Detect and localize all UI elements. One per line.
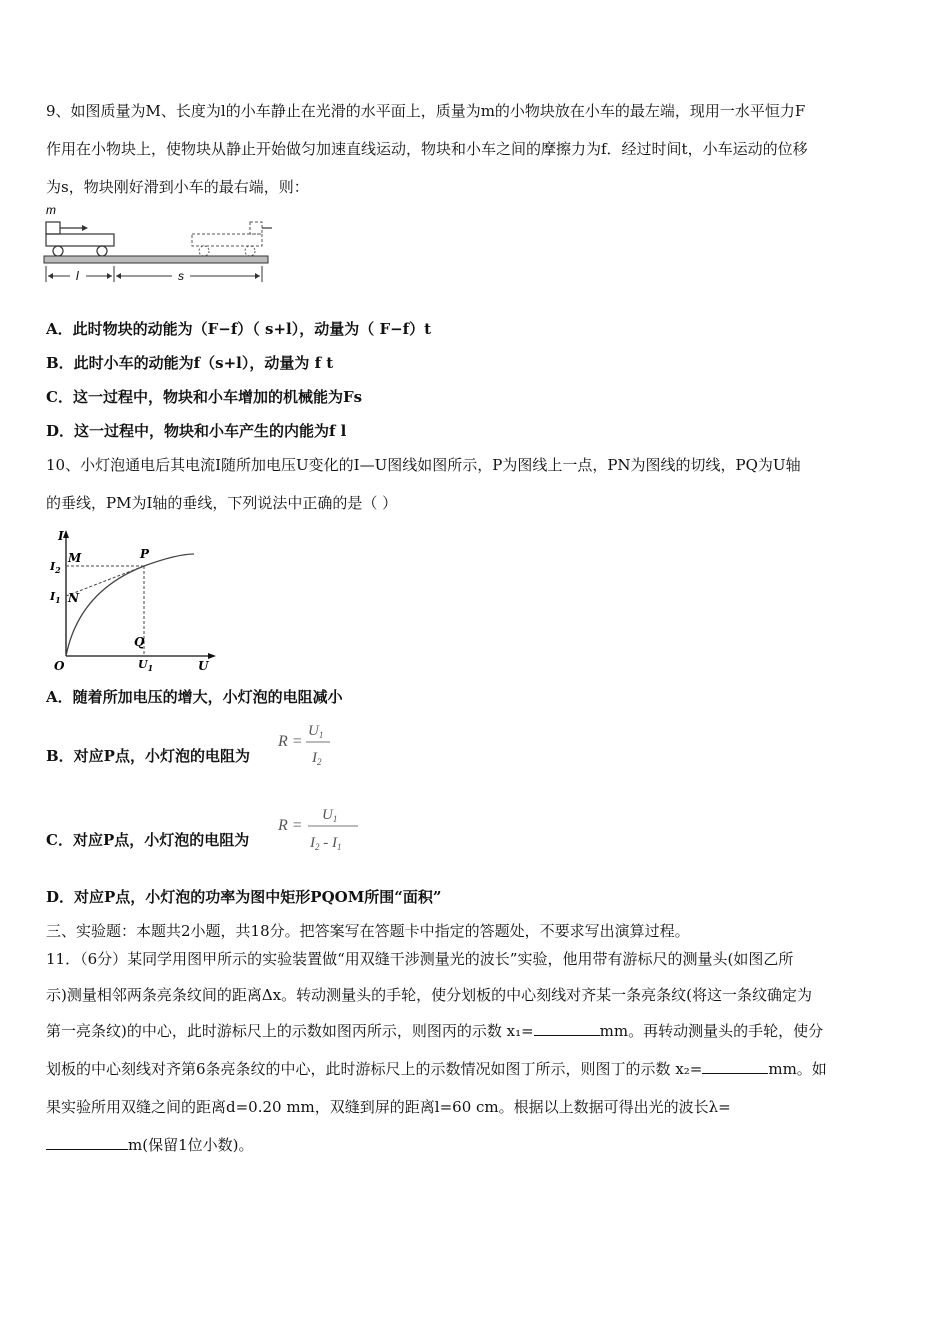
q9-line-2: 作用在小物块上，使物块从静止开始做匀加速直线运动，物块和小车之间的摩擦力为f．经过时间t，小车运动的位移 — [46, 140, 808, 158]
q11-line-3-b: mm。再转动测量头的手轮，使分 — [599, 1022, 824, 1040]
q9-option-c: C．这一过程中，物块和小车增加的机械能为Fs — [46, 388, 363, 406]
q10-option-d: D．对应P点，小灯泡的功率为图中矩形PQOM所围“面积” — [46, 888, 442, 906]
block-initial — [46, 222, 60, 234]
q11-line-4-a: 划板的中心刻线对齐第6条亮条纹的中心，此时游标尺上的示数情况如图丁所示，则图丁的示数 x₂= — [46, 1060, 703, 1078]
q11-line-2: 示)测量相邻两条亮条纹间的距离Δx。转动测量头的手轮，使分划板的中心刻线对齐某一条亮条纹(将这一条纹确定为 — [46, 986, 813, 1004]
formula-b-num: $U_1$ — [308, 723, 324, 740]
q9-option-d: D．这一过程中，物块和小车产生的内能为f l — [46, 422, 347, 440]
u-axis-arrowhead — [208, 653, 216, 659]
u1-label: $U_1$ — [138, 658, 154, 673]
q11-line-5: 果实验所用双缝之间的距离d=0.20 mm，双缝到屏的距离l=60 cm。根据以上数据可得出光的波长λ= — [46, 1098, 731, 1116]
u-axis-label: U — [198, 659, 209, 673]
q11-line-6 — [46, 1134, 906, 1156]
formula-b-den: $I_2$ — [312, 750, 322, 767]
mass-label: m — [46, 203, 56, 217]
q10-option-c-formula — [276, 800, 366, 856]
q11-line-1: 11．（6分）某同学用图甲所示的实验装置做“用双缝干涉测量光的波长”实验，他用带有游标尺的测量头(如图乙所 — [46, 950, 794, 968]
q9-line-1: 9、如图质量为M、长度为l的小车静止在光滑的水平面上，质量为m的小物块放在小车的最左端，现用一水平恒力F — [46, 102, 806, 120]
force-arrowhead-initial — [82, 225, 88, 231]
q10-option-b-formula — [276, 718, 336, 770]
point-p-label: P — [140, 547, 150, 561]
cart-initial — [46, 234, 114, 246]
formula-b-lhs: R = — [278, 733, 303, 750]
wheel-icon — [245, 246, 255, 256]
q9-cart-figure — [40, 200, 272, 290]
formula-c-lhs: R = — [278, 817, 303, 834]
block-final — [250, 222, 262, 234]
point-m-label: M — [68, 551, 82, 565]
cart-final — [192, 234, 262, 246]
length-l-label: l — [76, 269, 79, 283]
wheel-icon — [199, 246, 209, 256]
i-axis-arrowhead — [63, 530, 69, 538]
q10-line-2: 的垂线，PM为I轴的垂线，下列说法中正确的是（ ） — [46, 494, 398, 512]
formula-c-den: $I_2 - I_1$ — [310, 835, 342, 852]
i2-label: $I_2$ — [50, 560, 61, 575]
q11-line-6-text: m(保留1位小数)。 — [128, 1136, 254, 1154]
q10-option-c-text: C．对应P点，小灯泡的电阻为 — [46, 831, 250, 849]
q11-line-4 — [46, 1058, 906, 1080]
q10-option-c — [46, 829, 906, 851]
answer-blank-wavelength[interactable] — [46, 1135, 128, 1150]
i1-label: $I_1$ — [50, 590, 61, 605]
answer-blank-x2[interactable] — [702, 1059, 768, 1074]
q10-iu-graph — [46, 528, 226, 674]
q10-option-b — [46, 745, 906, 767]
point-n-label: N — [68, 591, 79, 605]
q9-option-a: A．此时物块的动能为（F−f）（ s+l），动量为（ F−f）t — [46, 320, 432, 338]
formula-c-num: $U_1$ — [322, 807, 338, 824]
q11-line-3-a: 第一亮条纹)的中心，此时游标尺上的示数如图丙所示，则图丙的示数 x₁= — [46, 1022, 534, 1040]
q10-option-a: A．随着所加电压的增大，小灯泡的电阻减小 — [46, 688, 343, 706]
answer-blank-x1[interactable] — [534, 1021, 600, 1036]
displacement-s-label: s — [178, 269, 184, 283]
q9-line-3: 为s，物块刚好滑到小车的最右端，则： — [46, 178, 309, 196]
iu-curve — [66, 554, 194, 656]
wheel-icon — [53, 246, 63, 256]
q9-option-b: B．此时小车的动能为f（s+l），动量为 f t — [46, 354, 334, 372]
i-axis-label: I — [58, 529, 64, 543]
origin-label: O — [54, 659, 65, 673]
ground — [44, 256, 268, 263]
q10-option-b-text: B．对应P点，小灯泡的电阻为 — [46, 747, 250, 765]
q10-line-1: 10、小灯泡通电后其电流I随所加电压U变化的I—U图线如图所示，P为图线上一点，PN为图线的切线，PQ为U轴 — [46, 456, 801, 474]
q11-line-4-b: mm。如 — [768, 1060, 827, 1078]
point-q-label: Q — [134, 635, 145, 649]
q11-line-3 — [46, 1020, 906, 1042]
section-3-heading: 三、实验题：本题共2小题，共18分。把答案写在答题卡中指定的答题处，不要求写出演算过程。 — [46, 922, 690, 940]
wheel-icon — [97, 246, 107, 256]
